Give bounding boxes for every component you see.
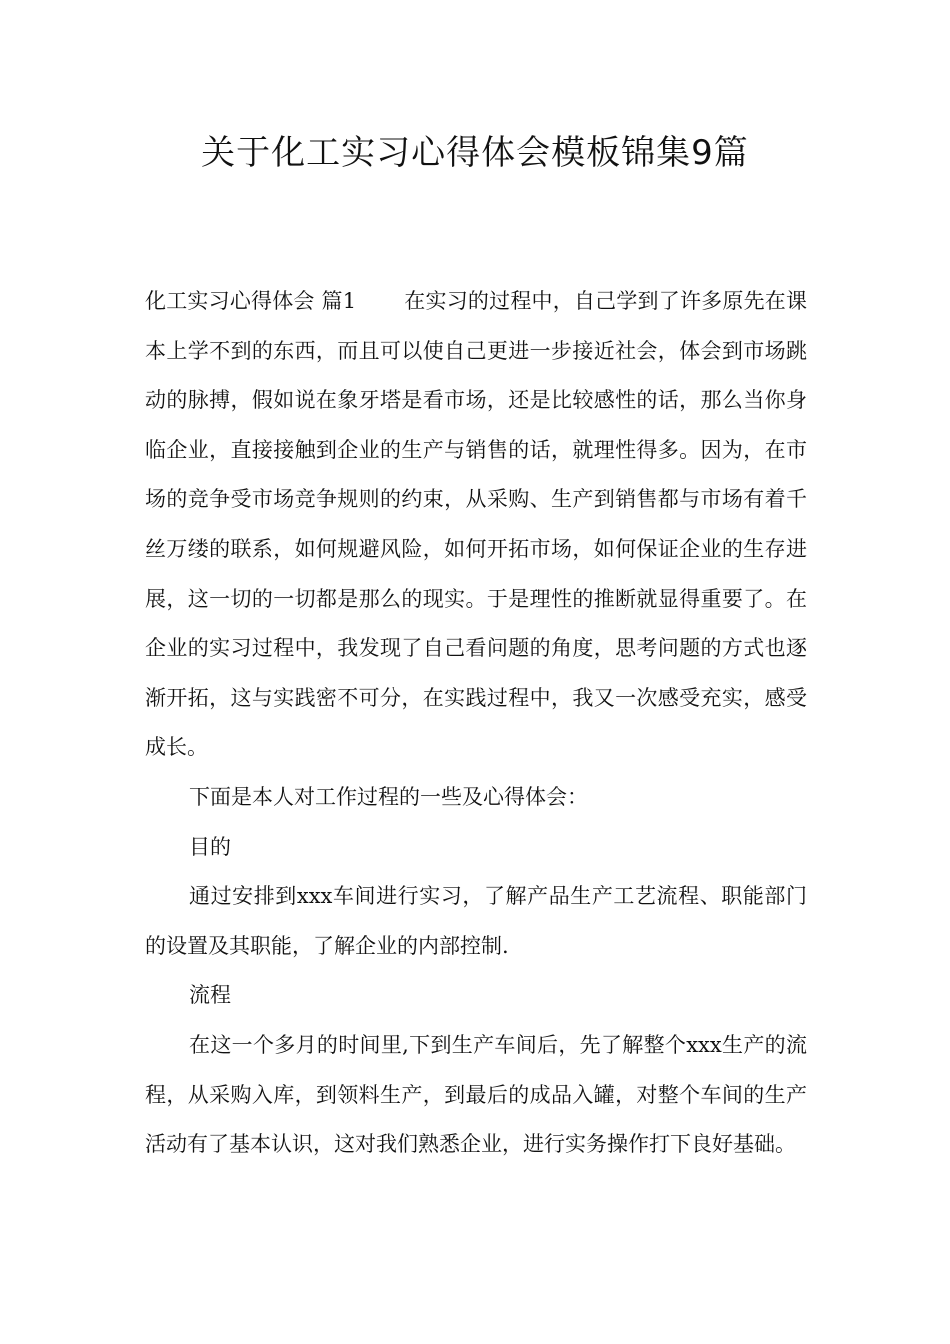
section-intro-text: 在实习的过程中，自己学到了许多原先在课本上学不到的东西，而且可以使自己更进一步接近社会，体会到市场跳动的脉搏，假如说在象牙塔是看市场，还是比较感性的话，那么当你身临企业，直接接触到企业的生产与销售的话，就理性得多。因为，在市场的竞争受市场竞争规则的约束，从采购、生产到销售都与市场有着千丝万缕的联系，如何规避风险，如何开拓市场，如何保证企业的生存进展，这一切的一切都是那么的现实。于是理性的推断就显得重要了。在企业的实习过程中，我发现了自己看问题的角度，思考问题的方式也逐渐开拓，这与实践密不可分，在实践过程中，我又一次感受充实，感受成长。 <box>145 289 807 760</box>
paragraph-process: 在这一个多月的时间里,下到生产车间后，先了解整个xxx生产的流程，从采购入库，到领料生产，到最后的成品入罐，对整个车间的生产活动有了基本认识，这对我们熟悉企业，进行实务操作打下良好基础。 <box>145 1032 807 1157</box>
document-body <box>145 277 807 1170</box>
section-heading: 化工实习心得体会 篇1 <box>145 289 357 313</box>
document-title: 关于化工实习心得体会模板锦集9篇 <box>201 133 749 173</box>
paragraph-purpose: 通过安排到xxx车间进行实习，了解产品生产工艺流程、职能部门的设置及其职能，了解企业的内部控制. <box>145 884 807 958</box>
paragraph-summary-intro: 下面是本人对工作过程的一些及心得体会： <box>189 784 588 809</box>
subheading-process: 流程 <box>189 983 231 1008</box>
subheading-purpose: 目的 <box>189 834 231 859</box>
section-1-paragraph <box>145 277 807 773</box>
